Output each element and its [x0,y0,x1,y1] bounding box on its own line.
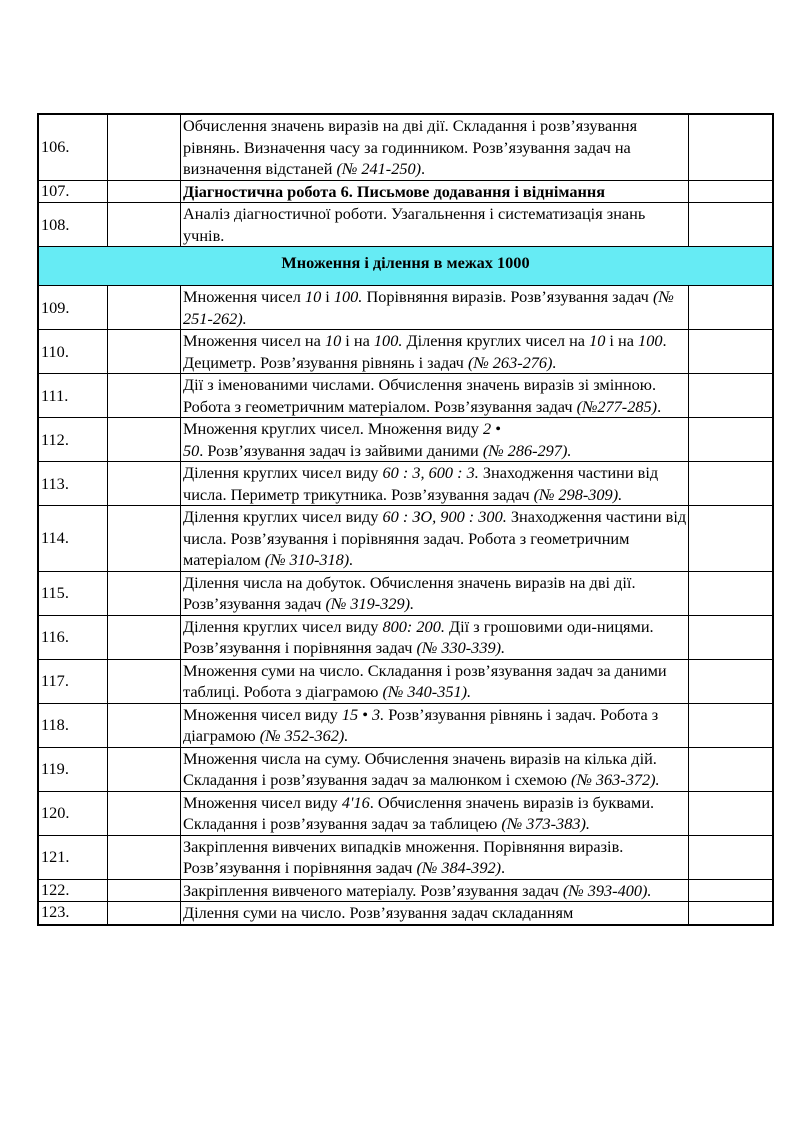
lesson-topic [181,571,689,615]
topic-text: Множення суми на число. Складання і розв’язування задач за даними таблиці. Робота з діаграмою [183,660,667,701]
topic-italic-text: 100. [333,287,363,306]
topic-text: Ділення круглих чисел виду [183,616,383,636]
lesson-topic [181,506,689,572]
lesson-note-cell [689,114,774,180]
lesson-date-cell [108,180,181,203]
lesson-date-cell [108,615,181,659]
lesson-date-cell [108,571,181,615]
lesson-number: 114. [38,506,108,572]
topic-text: Множення чисел [183,287,305,306]
lesson-plan-page [37,113,767,926]
topic-text: Діагностична робота 6. Письмове додавання і віднімання [183,181,606,201]
lesson-note-cell [689,615,774,659]
lesson-row [38,180,773,203]
lesson-date-cell [108,879,181,902]
lesson-note-cell [689,462,774,506]
topic-text: Дії з іменованими числами. Обчислення значень виразів зі змінною. Робота з геометричним матеріалом. Розв’язування задач [183,375,657,416]
lesson-note-cell [689,747,774,791]
topic-text: Множення числа на суму. Обчислення значень виразів на кілька дій. Складання і розв’язування задач за малюнком і схемою [183,748,657,789]
lesson-row [38,462,773,506]
topic-text: Закріплення вивченого матеріалу. Розв’язування задач [183,880,563,900]
topic-italic-text: (№ 263-276). [467,352,557,372]
topic-italic-text: (№ 286-297). [482,440,572,460]
lesson-number: 113. [38,462,108,506]
topic-italic-text: (№ 330-339). [416,638,506,657]
topic-italic-text: 100 [638,331,663,350]
topic-text: . Розв’язування задач із зайвими даними [199,440,483,460]
lesson-note-cell [689,286,774,330]
lesson-rows-bottom [38,286,773,925]
topic-text: Ділення числа на добуток. Обчислення значень виразів на дві дії. Розв’язування задач [183,572,636,613]
lesson-number: 121. [38,835,108,879]
topic-text: . [421,159,426,178]
lesson-topic [181,879,689,902]
lesson-number: 109. [38,286,108,330]
lesson-note-cell [689,835,774,879]
lesson-topic [181,615,689,659]
topic-italic-text: 50 [183,440,200,460]
lesson-note-cell [689,506,774,572]
lesson-date-cell [108,747,181,791]
lesson-topic [181,462,689,506]
topic-italic-text: (№277-285) [576,396,658,416]
topic-italic-text: 60 : ЗО, 900 : 300. [382,507,507,526]
section-row [38,247,773,286]
topic-text: Ділення круглих чисел виду [183,463,383,482]
lesson-date-cell [108,330,181,374]
lesson-number: 116. [38,615,108,659]
topic-italic-text: (№ 241-250) [336,159,422,178]
lesson-row [38,902,773,925]
topic-text: Множення чисел виду [183,704,342,724]
topic-text: . [501,858,506,877]
lesson-date-cell [108,114,181,180]
lesson-topic [181,114,689,180]
lesson-date-cell [108,286,181,330]
topic-italic-text: (№ 363-372). [571,770,660,789]
topic-text: . Обчислення значень виразів із буквами. Складання і розв’язування задач за таблицею [183,792,655,833]
lesson-date-cell [108,659,181,703]
topic-italic-text: (№ 310-318). [264,550,354,569]
topic-italic-text: 10 [324,331,342,350]
lesson-note-cell [689,180,774,203]
lesson-row [38,791,773,835]
topic-text: Дії з грошовими оди-ницями. Розв’язування і порівняння задач [183,616,654,657]
lesson-date-cell [108,418,181,462]
lesson-topic [181,659,689,703]
lesson-date-cell [108,703,181,747]
lesson-row [38,835,773,879]
topic-text: Ділення круглих чисел виду [183,507,383,526]
lesson-number: 110. [38,330,108,374]
lesson-number: 112. [38,418,108,462]
topic-italic-text: (№ 340-351). [382,682,472,701]
topic-text: Ділення суми на число. Розв’язування задач складанням [183,903,574,922]
topic-text: Закріплення вивчених випадків множення. Порівняння виразів. Розв’язування і порівняння задач [183,836,624,877]
lesson-number: 111. [38,374,108,418]
topic-text: Множення круглих чисел. Множення виду [183,419,483,438]
lesson-number: 117. [38,659,108,703]
topic-text: Множення чисел на [183,331,325,350]
topic-text: Знаходження частини від числа. Периметр трикутника. Розв’язування задач [183,463,659,504]
lesson-row [38,659,773,703]
lesson-plan-table [37,113,774,926]
lesson-date-cell [108,791,181,835]
lesson-note-cell [689,203,774,247]
lesson-note-cell [689,571,774,615]
lesson-date-cell [108,203,181,247]
topic-italic-text: 10 [304,287,322,306]
lesson-topic [181,203,689,247]
lesson-topic [181,791,689,835]
topic-text: і на [341,331,374,350]
lesson-topic [181,747,689,791]
lesson-number: 108. [38,203,108,247]
topic-text: Знаходження частини від числа. Розв’язування і порівняння задач. Робота з геометричним матеріалом [183,507,687,569]
lesson-note-cell [689,659,774,703]
topic-text: і на [605,331,639,350]
lesson-note-cell [689,703,774,747]
topic-text: . [657,396,662,416]
topic-italic-text: 100. [373,331,403,350]
lesson-row [38,330,773,374]
lesson-topic [181,902,689,925]
lesson-row [38,114,773,180]
topic-italic-text: 15 • 3. [341,704,385,724]
lesson-note-cell [689,418,774,462]
lesson-number: 115. [38,571,108,615]
lesson-row [38,879,773,902]
lesson-note-cell [689,330,774,374]
lesson-date-cell [108,506,181,572]
topic-text: Обчислення значень виразів на дві дії. Складання і розв’язування рівнянь. Визначення часу за годинником. Розв’язування задач на визначення відстаней [183,116,638,178]
lesson-number: 118. [38,703,108,747]
topic-italic-text: (№ 373-383). [501,814,590,833]
topic-italic-text: 800: 200. [382,616,445,636]
topic-italic-text: (№ 352-362). [259,726,349,745]
lesson-row [38,203,773,247]
topic-text: . Дециметр. Розв’язування рівнянь і задач [183,331,667,372]
lesson-row [38,374,773,418]
topic-text: Ділення круглих чисел на [402,331,590,350]
lesson-topic [181,180,689,203]
lesson-topic [181,374,689,418]
topic-italic-text: (№ 384-392) [416,858,502,877]
topic-italic-text: (№ 298-309). [533,484,623,504]
topic-italic-text: 2 • [482,419,501,438]
section-header [38,247,773,286]
topic-italic-text: (№ 319-329). [325,594,415,613]
lesson-number: 119. [38,747,108,791]
topic-italic-text: 4'16 [341,792,370,812]
lesson-row [38,747,773,791]
lesson-note-cell [689,902,774,925]
lesson-date-cell [108,374,181,418]
lesson-topic [181,330,689,374]
lesson-date-cell [108,835,181,879]
lesson-topic [181,286,689,330]
lesson-number: 107. [38,180,108,203]
lesson-date-cell [108,902,181,925]
lesson-row [38,703,773,747]
topic-italic-text: (№ 251-262). [183,287,674,328]
lesson-number: 122. [38,879,108,902]
lesson-topic [181,835,689,879]
lesson-row [38,506,773,572]
topic-text: Порівняння виразів. Розв’язування задач [362,287,653,306]
lesson-row [38,615,773,659]
lesson-note-cell [689,374,774,418]
lesson-topic [181,703,689,747]
lesson-row [38,286,773,330]
topic-italic-text: 60 : 3, 600 : 3. [382,463,479,482]
lesson-number: 106. [38,114,108,180]
lesson-number: 123. [38,902,108,925]
lesson-topic [181,418,689,462]
topic-text: і [321,287,334,306]
lesson-note-cell [689,791,774,835]
lesson-number: 120. [38,791,108,835]
lesson-rows-top [38,114,773,247]
lesson-row [38,418,773,462]
section-title: Множення і ділення в межах 1000 [38,247,773,286]
topic-text: Розв’язування рівнянь і задач. Робота з діаграмою [183,704,659,745]
lesson-date-cell [108,462,181,506]
lesson-note-cell [689,879,774,902]
topic-text: Аналіз діагностичної роботи. Узагальнення і систематизація знань учнів. [183,204,646,245]
topic-italic-text: 10 [589,331,606,350]
topic-italic-text: (№ 393-400). [562,880,652,900]
lesson-row [38,571,773,615]
topic-text: Множення чисел виду [183,792,342,812]
